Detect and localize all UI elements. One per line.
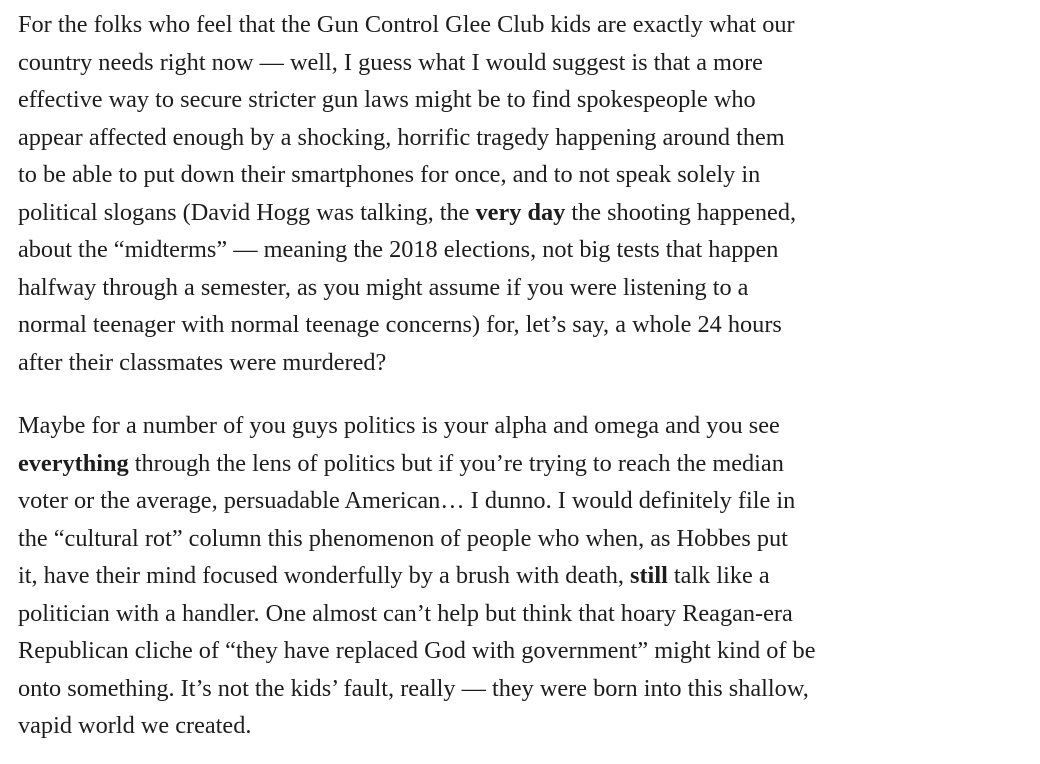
text-line [18, 595, 1038, 633]
text-segment: Maybe for a number of you guys politics is your alpha and omega and you see [18, 412, 780, 439]
text-line [18, 44, 1038, 82]
text-segment: the shooting happened, [565, 198, 797, 226]
text-line [18, 6, 1038, 44]
text-segment: Republican cliche of “they have replaced God with government” might kind of be [18, 637, 816, 664]
emphasized-text: everything [18, 449, 129, 477]
text-line [18, 231, 1038, 269]
article-paragraph [18, 407, 1038, 745]
text-line [18, 269, 1038, 307]
text-segment: through the lens of politics but if you’re trying to reach the median [128, 449, 784, 477]
text-line [18, 194, 1038, 232]
text-segment: voter or the average, persuadable American… I dunno. I would definitely file in [18, 487, 796, 514]
text-line [18, 707, 1038, 745]
text-segment: halfway through a semester, as you might assume if you were listening to a [18, 273, 749, 301]
text-segment: vapid world we created. [18, 712, 252, 739]
text-segment: For the folks who feel that the Gun Control Glee Club kids are exactly what our [18, 11, 795, 38]
text-segment: onto something. It’s not the kids’ fault, really — they were born into this shallow, [18, 674, 809, 702]
text-line [18, 670, 1038, 708]
text-segment: normal teenager with normal teenage concerns) for, let’s say, a whole 24 hours [18, 311, 782, 338]
text-segment: about the “midterms” — meaning the 2018 elections, not big tests that happen [18, 236, 779, 263]
text-segment: country needs right now — well, I guess what I would suggest is that a more [18, 48, 763, 76]
emphasized-text: still [630, 562, 668, 589]
text-line [18, 81, 1038, 119]
text-line [18, 482, 1038, 520]
text-line [18, 156, 1038, 194]
text-segment: talk like a [667, 562, 770, 589]
text-segment: after their classmates were murdered? [18, 348, 387, 376]
text-segment: it, have their mind focused wonderfully by a brush with death, [18, 562, 631, 589]
text-segment: the “cultural rot” column this phenomenon of people who when, as Hobbes put [18, 524, 788, 552]
text-line [18, 520, 1038, 558]
text-line [18, 306, 1038, 344]
text-line [18, 344, 1038, 382]
text-segment: politician with a handler. One almost can’t help but think that hoary Reagan-era [18, 599, 793, 627]
text-line [18, 119, 1038, 157]
text-segment: political slogans (David Hogg was talking, the [18, 198, 476, 226]
text-line [18, 632, 1038, 670]
emphasized-text: very day [475, 198, 566, 226]
text-line [18, 407, 1038, 445]
text-line [18, 445, 1038, 483]
article-paragraph [18, 6, 1038, 381]
text-segment: to be able to put down their smartphones for once, and to not speak solely in [18, 161, 761, 188]
text-line [18, 557, 1038, 595]
text-segment: effective way to secure stricter gun laws might be to find spokespeople who [18, 86, 756, 113]
text-segment: appear affected enough by a shocking, horrific tragedy happening around them [18, 123, 785, 151]
